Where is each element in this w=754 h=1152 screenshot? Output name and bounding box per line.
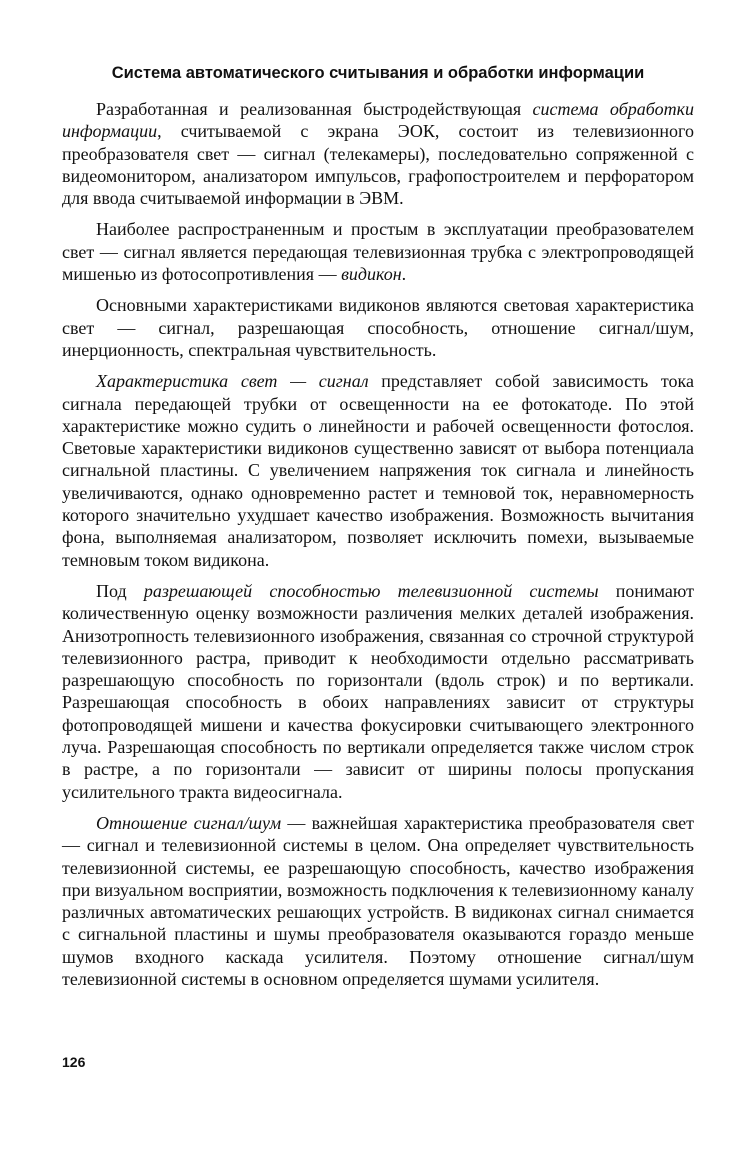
- italic-term: Характеристика свет — сигнал: [96, 371, 369, 392]
- paragraph-3: [62, 294, 694, 361]
- paragraph-1: [62, 98, 694, 209]
- paragraph-text: .: [401, 264, 407, 285]
- italic-term: видикон: [341, 264, 402, 285]
- paragraph-6: [62, 812, 694, 990]
- paragraph-2: [62, 218, 694, 285]
- paragraph-5: [62, 580, 694, 803]
- italic-term: Отношение сигнал/шум: [96, 812, 282, 833]
- paragraph-text: Под: [96, 580, 144, 601]
- paragraph-text: Основными характеристиками видиконов являются световая характеристика свет — сигнал, разрешающая способность, отношение сигнал/шум, инерционность, спектральная чувствительность.: [62, 295, 694, 360]
- page-content: [62, 62, 694, 999]
- italic-term: разрешающей способностью телевизионной системы: [143, 580, 599, 601]
- paragraph-text: понимают количественную оценку возможности различения мелких деталей изображения. Анизотропность телевизионного изображения, связанная со строчной структурой телевизионного растра, приводит к необходимости отдельно рассматривать разрешающую способность по горизонтали (вдоль строк) и по вертикали. Разрешающая способность в обоих направлениях зависит от структуры фотопроводящей мишени и качества фокусировки считывающего электронного луча. Разрешающая способность по вертикали определяется также числом строк в растре, а по горизонтали — зависит от ширины полосы пропускания усилительного тракта видеосигнала.: [62, 580, 694, 802]
- paragraph-text: Наиболее распространенным и простым в эксплуатации преобразователем свет — сигнал является передающая телевизионная трубка с электропроводящей мишенью из фотосопротивления —: [62, 219, 694, 285]
- paragraph-4: [62, 370, 694, 571]
- section-heading: Система автоматического считывания и обработки информации: [111, 64, 645, 82]
- paragraph-text: представляет собой зависимость тока сигнала передающей трубки от освещенности на ее фотокатоде. По этой характеристике можно судить о линейности и рабочей освещенности фотослоя. Световые характеристики видиконов существенно зависят от выбора потенциала сигнальной пластины. С увеличением напряжения ток сигнала и линейность увеличиваются, однако одновременно растет и темновой ток, неравномерность которого значительно ухудшает качество изображения. Возможность вычитания фона, выполняемая анализатором, позволяет исключить помехи, вызываемые темновым током видикона.: [62, 371, 694, 570]
- paragraph-text: , считываемой с экрана ЭОК, состоит из телевизионного преобразователя свет — сигнал (телекамеры), последовательно сопряженной с видеомонитором, анализатором импульсов, графопостроителем и перфоратором для ввода считываемой информации в ЭВМ.: [62, 121, 694, 209]
- paragraph-text: Разработанная и реализованная быстродействующая: [96, 99, 533, 119]
- page-number: 126: [62, 1054, 86, 1070]
- italic-term: система обработки информации: [62, 99, 694, 142]
- paragraph-text: — важнейшая характеристика преобразователя свет — сигнал и телевизионной системы в целом. Она определяет чувствительность телевизионной системы, ее разрешающую способность, качество изображения при визуальном восприятии, возможность подключения к телевизионному каналу различных автоматических решающих устройств. В видиконах сигнал снимается с сигнальной пластины и шумы преобразователя оказываются гораздо меньше шумов входного каскада усилителя. Поэтому отношение сигнал/шум телевизионной системы в основном определяется шумами усилителя.: [62, 812, 694, 989]
